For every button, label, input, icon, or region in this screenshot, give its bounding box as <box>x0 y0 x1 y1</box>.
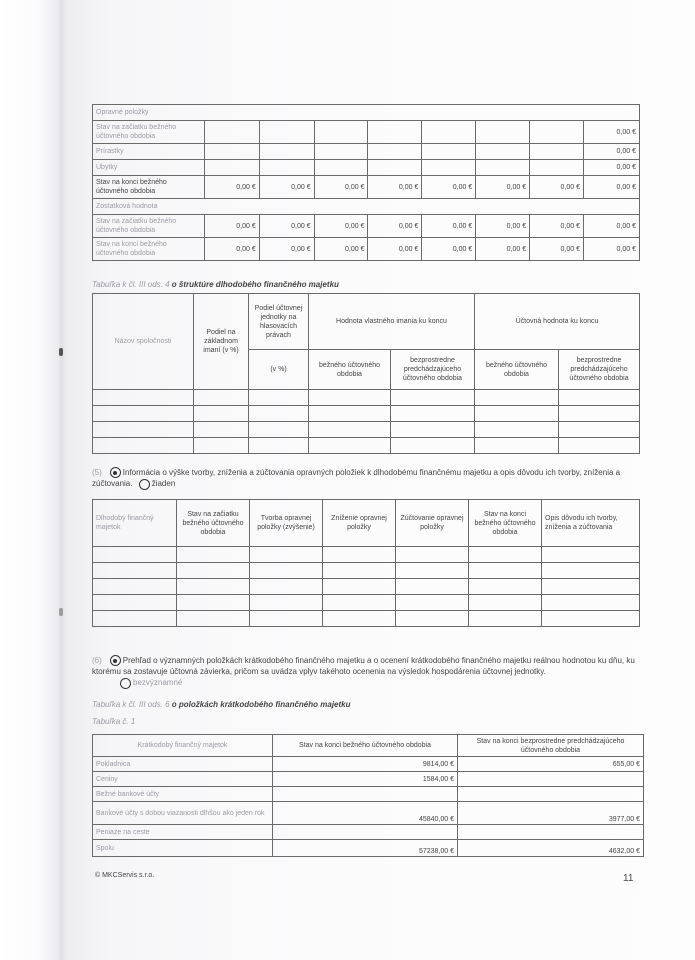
cell: 0,00 € <box>259 215 314 238</box>
cell: 0,00 € <box>422 215 476 238</box>
header-equity-value: Hodnota vlastného imania ku koncu <box>309 294 475 350</box>
table-row <box>93 563 640 579</box>
table-row <box>93 772 644 787</box>
long-term-financial-assets-structure-table <box>92 293 640 454</box>
cell <box>368 121 422 144</box>
table-row <box>93 757 644 772</box>
cell <box>476 160 530 176</box>
cell <box>204 121 259 144</box>
cell-previous <box>458 772 644 787</box>
cell <box>476 121 530 144</box>
cell: 0,00 € <box>530 238 584 261</box>
cell-previous: 3977,00 € <box>458 802 644 825</box>
header-book-value: Účtovná hodnota ku koncu <box>475 294 640 350</box>
section-number: (5) <box>92 468 102 477</box>
cell <box>259 160 314 176</box>
cell-current <box>273 787 458 802</box>
table-row-total <box>93 840 644 857</box>
cell <box>204 160 259 176</box>
cell: 0,00 € <box>476 215 530 238</box>
cell <box>530 144 584 160</box>
cell-current: 1584,00 € <box>273 772 458 787</box>
cell <box>259 144 314 160</box>
cell <box>368 144 422 160</box>
header-book-current: bežného účtovného obdobia <box>475 350 559 390</box>
fixed-assets-table <box>92 104 640 261</box>
table-row <box>93 547 640 563</box>
header-asset: Krátkodobý finančný majetok <box>93 735 273 757</box>
header-description: Opis dôvodu ich tvorby, zníženia a zúčtovania <box>542 500 640 547</box>
table-row <box>93 825 644 840</box>
section6-caption <box>92 700 351 709</box>
header-current: Stav na konci bežného účtovného obdobia <box>273 735 458 757</box>
cell <box>259 121 314 144</box>
table-label: Tabuľka č. 1 <box>92 717 136 726</box>
table-row <box>93 422 640 438</box>
section-header: Opravné položky <box>93 105 640 121</box>
radio-selected-icon[interactable] <box>110 467 121 478</box>
table-row <box>93 406 640 422</box>
header-start: Stav na začiatku bežného účtovného obdobia <box>177 500 250 547</box>
cell: 0,00 € <box>368 215 422 238</box>
radio-unselected-icon[interactable] <box>120 678 131 689</box>
option-selected-label: Prehľad o významných položkách krátkodobého finančného majetku a o ocenení krátkodobého finančného majetku reálnou hodnotou ku dňu, ku ktorému sa zostavuje účtovná závierka, pričom sa uvádza vplyv takéhoto ocenenia na výsledok hospodárenia účtovnej jednotky. <box>92 656 635 677</box>
header-asset: Dlhodobý finančný majetok <box>93 500 177 547</box>
header-equity-previous: bezprostredne predchádzajúceho účtovného obdobia <box>391 350 475 390</box>
row-label: Úbytky <box>93 160 205 176</box>
cell: 0,00 € <box>259 176 314 199</box>
cell <box>314 121 368 144</box>
cell: 0,00 € <box>422 238 476 261</box>
cell: 0,00 € <box>583 160 639 176</box>
cell-current: 9814,00 € <box>273 757 458 772</box>
row-label: Stav na konci bežného účtovného obdobia <box>93 176 205 199</box>
header-end: Stav na konci bežného účtovného obdobia <box>469 500 542 547</box>
option-selected-label: Informácia o výške tvorby, zníženia a zúčtovania opravných položiek k dlhodobému finančnému majetku a opis dôvodu ich tvorby, zníženia a zúčtovania. <box>92 468 621 489</box>
cell: 0,00 € <box>314 238 368 261</box>
cell: 0,00 € <box>476 176 530 199</box>
cell: 0,00 € <box>204 215 259 238</box>
cell: 0,00 € <box>368 176 422 199</box>
cell <box>530 121 584 144</box>
section-number: (6) <box>92 656 102 665</box>
binding-hole <box>59 348 63 356</box>
row-label: Prírastky <box>93 144 205 160</box>
table-row <box>93 611 640 627</box>
table-row <box>93 438 640 454</box>
header-voting-unit: (v %) <box>249 350 309 390</box>
row-label: Bežné bankové účty <box>93 787 273 802</box>
row-label: Spolu <box>93 840 273 857</box>
cell: 0,00 € <box>259 238 314 261</box>
cell <box>204 144 259 160</box>
option-none-label: žiaden <box>151 479 176 489</box>
caption-prefix: Tabuľka k čl. III ods. 6 <box>92 700 170 709</box>
section5-options <box>92 467 640 490</box>
table-row <box>93 390 640 406</box>
radio-unselected-icon[interactable] <box>139 479 150 490</box>
cell: 0,00 € <box>204 176 259 199</box>
cell: 0,00 € <box>314 176 368 199</box>
cell-previous: 655,00 € <box>458 757 644 772</box>
cell <box>314 160 368 176</box>
cell: 0,00 € <box>583 238 639 261</box>
cell: 0,00 € <box>583 215 639 238</box>
cell: 0,00 € <box>583 121 639 144</box>
cell <box>314 144 368 160</box>
cell-current: 45840,00 € <box>273 802 458 825</box>
cell: 0,00 € <box>314 215 368 238</box>
cell-current <box>273 825 458 840</box>
caption-prefix: Tabuľka k čl. III ods. 4 <box>92 280 170 289</box>
valuation-allowances-table <box>92 499 640 627</box>
header-settlement: Zúčtovanie opravnej položky <box>396 500 469 547</box>
row-label: Peniaze na ceste <box>93 825 273 840</box>
cell <box>422 121 476 144</box>
cell: 0,00 € <box>583 144 639 160</box>
cell <box>368 160 422 176</box>
cell: 0,00 € <box>530 215 584 238</box>
header-voting-share: Podiel účtovnej jednotky na hlasovacích právach <box>249 294 309 350</box>
header-reduction: Zníženie opravnej položky <box>323 500 396 547</box>
short-term-financial-assets-table <box>92 734 644 857</box>
table-row <box>93 579 640 595</box>
caption-title: o položkách krátkodobého finančného majetku <box>171 700 351 709</box>
section6-options <box>92 655 642 689</box>
radio-selected-icon[interactable] <box>110 655 121 666</box>
table-row <box>93 802 644 825</box>
row-label: Pokladnica <box>93 757 273 772</box>
cell-previous <box>458 825 644 840</box>
cell <box>530 160 584 176</box>
cell: 0,00 € <box>204 238 259 261</box>
cell: 0,00 € <box>368 238 422 261</box>
cell: 0,00 € <box>422 176 476 199</box>
row-label: Stav na začiatku bežného účtovného obdobia <box>93 121 205 144</box>
footer-publisher: © MKCServis s.r.o. <box>95 872 155 879</box>
header-book-previous: bezprostredne predchádzajúceho účtovného obdobia <box>559 350 640 390</box>
row-label: Ceniny <box>93 772 273 787</box>
header-equity-current: bežného účtovného obdobia <box>309 350 391 390</box>
section-header: Zostatková hodnota <box>93 199 640 215</box>
binding-hole <box>59 608 63 616</box>
table-row <box>93 595 640 611</box>
row-label: Stav na začiatku bežného účtovného obdobia <box>93 215 205 238</box>
cell: 0,00 € <box>530 176 584 199</box>
table-number-label <box>92 717 135 726</box>
header-previous: Stav na konci bezprostredne predchádzajúceho účtovného obdobia <box>458 735 644 757</box>
row-label: Bankové účty s dobou viazanosti dlhšou ako jeden rok <box>93 802 273 825</box>
row-label: Stav na konci bežného účtovného obdobia <box>93 238 205 261</box>
header-company-name: Názov spoločnosti <box>93 294 194 390</box>
header-share-capital: Podiel na základnom imaní (v %) <box>194 294 249 390</box>
caption-title: o štruktúre dlhodobého finančného majetku <box>171 280 339 289</box>
cell-previous <box>458 787 644 802</box>
table-row <box>93 787 644 802</box>
option-none-label: bezvýznamné <box>133 678 183 688</box>
header-creation: Tvorba opravnej položky (zvýšenie) <box>250 500 323 547</box>
cell-previous: 4632,00 € <box>458 840 644 857</box>
cell <box>422 144 476 160</box>
cell: 0,00 € <box>476 238 530 261</box>
cell <box>422 160 476 176</box>
cell: 0,00 € <box>583 176 639 199</box>
section4-caption <box>92 280 339 289</box>
page-fold-shadow <box>60 0 66 960</box>
cell <box>476 144 530 160</box>
page-number: 11 <box>623 873 634 884</box>
cell-current: 57238,00 € <box>273 840 458 857</box>
